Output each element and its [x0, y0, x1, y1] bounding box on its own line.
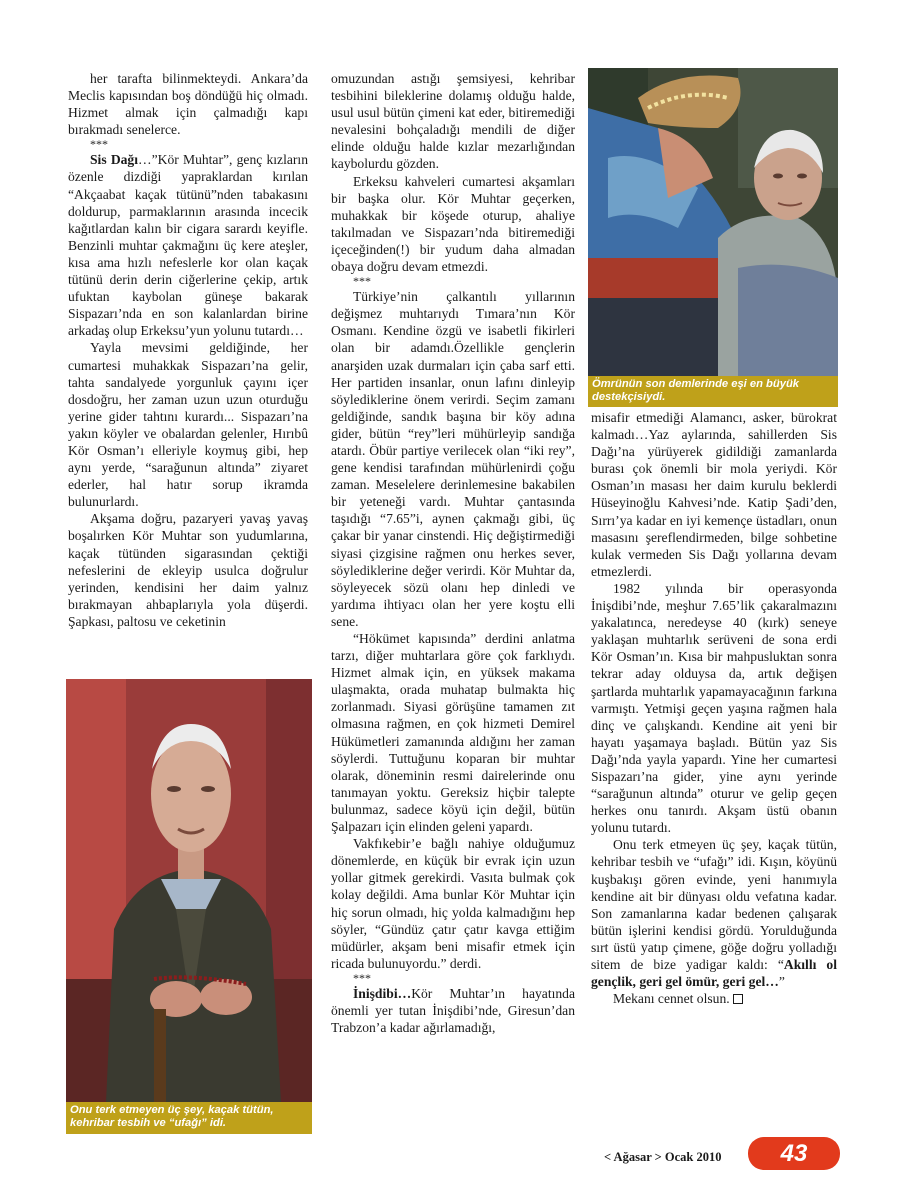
paragraph-text-after: ”: [778, 974, 785, 990]
paragraph-text: Türkiye’nin çalkantılı yıllarının değişmez muhtarıydı Tımara’nın Kör Osmanı. Kendine özgü ve isabetli fikirleri olan bir adamdı.Özellikle gençlerin anarşiden uzak durmaları için çaba sarf etti. Her partiden insanlar, onun lafını dinleyip söylediklerine önem verirdi. Seçim zamanı geldiğinde, sandık başına bir köy adına gider, bütün “rey”leri mühürleyip sandığa atardı. Öbür partiye verilecek olan “iki rey”, gene kendisi tarafından mühürlenirdi çoğu zaman. Meselelere derinlemesine bakabilen bir yeteneği vardı. Muhtar çantasında taşıdığı “7.65”i, aynen çakmağı gibi, üç çakar bir yanar cinstendi. Hiç değiştirmediği siyasi çizgisine rağmen onu herkes sever, söylediklerine değer verirdi. Kör Muhtar da, söyleyecek sözü olanı hep dinledi ve yardıma ihtiyacı olan her yere koştu elli sene.: [331, 289, 575, 629]
photo-caption-left: Onu terk etmeyen üç şey, kaçak tütün, kehribar tesbih ve “ufağı” idi.: [66, 1102, 312, 1134]
paragraph: [591, 409, 837, 580]
section-separator: [68, 138, 308, 151]
end-of-article-icon: [733, 994, 743, 1004]
paragraph: [591, 990, 837, 1007]
photo-old-man-with-prayer-beads: [66, 679, 312, 1102]
paragraph-text: Erkeksu kahveleri cumartesi akşamları bir başka olur. Kör Muhtar geçerken, muhakkak bir köşede oturup, ahaliye takılmadan ve Sispazarı’nda bitiremediği içeceğinden(!) bir yudum daha almadan obaya doğru devam etmezdi.: [331, 173, 575, 275]
paragraph-text: omuzundan astığı şemsiyesi, kehribar tesbihini bileklerine dolamış olduğu halde, usul usul bütün çimeni kat eder, bitiremediği nevalesini bohçaladığı mendili de diğer elinde olduğu halde kızlar mezarlığından kaybolurdu gözden.: [331, 71, 575, 172]
photo-old-man-with-wife: [588, 68, 838, 376]
paragraph-text: Vakfıkebir’e bağlı nahiye olduğumuz dönemlerde, en küçük bir evrak için uzun yollar gitmek gerekirdi. Vasıta bulmak çok kolay değildi. Ama bunlar Kör Muhtar için hiç sorun olmadı, hiç yolda kalmadığını hep söyler, “Gündüz çatır çatır kavga ettiğim müdürler, akşam beni misafir etmek için ricada bulunuyordu.” derdi.: [331, 836, 575, 971]
paragraph-text: misafir etmediği Alamancı, asker, bürokrat kalmadı…Yaz aylarında, sahillerden Sis Dağı’na yürüyerek gidildiği zamanlarda burası çok önemli bir mola yeriydi. Kör Osman’ın masası her daim kurulu beklerdi Hüseyinoğlu Kahvesi’nde. Katip Şadi’den, Sırrı’ya kadar en iyi kemençe üstadları, onun masasını şereflendirmeden, bilge sohbetine kulak vermeden Sis Dağı yollarına devam etmezlerdi.: [591, 410, 837, 579]
paragraph-text: ***: [353, 970, 371, 985]
paragraph: [68, 70, 308, 138]
photo-caption-right: Ömrünün son demlerinde eşi en büyük destekçisiydi.: [588, 376, 838, 407]
paragraph-text: Akşama doğru, pazaryeri yavaş yavaş boşalırken Kör Muhtar son yudumlarına, kaçak tütünden sigarasından çektiği nefeslerini de ekleyip usulca doğrulur yerinden, kendisini her daim yalnız bırakmayan ahbaplarıyla yola düşerdi. Şapkası, paltosu ve ceketinin: [68, 511, 308, 629]
bold-lead: Sis Dağı: [90, 152, 139, 168]
page-number-badge: 43: [748, 1137, 840, 1170]
article-column-3: [591, 409, 837, 1007]
paragraph: [331, 70, 575, 173]
paragraph: [331, 173, 575, 276]
paragraph-text: …”Kör Muhtar”, genç kızların özenle dizdiği yapraklardan kırılan “Akçaabat kaçak tütünü”nden tabakasını doldurup, parmaklarının arasında incecik kağıtlardan kalın bir cigara sarardı keyifle. Benzinli muhtar çakmağını üç kere ateşler, kısa ama hızlı nefeslerle kor olan kaçak tütünü derin derin ciğerlerine çekip, artık ufuktan kaybolan güneşe bakarak Sispazarı’nda en son kalanlardan birine arkadaş olup Erkeksu’yun yolunu tutardı…: [68, 152, 308, 339]
paragraph-text: “Hökümet kapısında” derdini anlatma tarzı, diğer muhtarlara göre çok farklıydı. Hizmet almak için, en yüksek makama ulaşmakta, orada muhatap bulmakta hiç zorlanmadı. Siyasi görüşüne tamamen zıt olmasına rağmen, en çok hizmeti Demirel Hükümetleri zamanında aldığını her zaman söylerdi. Tuttuğunu koparan bir muhtar olarak, döneminin resmi dairelerinde onu tanımayan yoktu. Gereksiz hiçbir talepte bulunmaz, sadece köyü için değil, bütün Şalpazarı için elinden geleni yapardı.: [331, 631, 575, 835]
paragraph-text: Onu terk etmeyen üç şey, kaçak tütün, kehribar tesbih ve “ufağı” idi. Kışın, köyünü kuşbakışı gören evinde, yeni hanımıyla kendine ait bir dünyası oldu vefatına kadar. Son zamanlarına kadar bedenen çalışarak bütün işlerini kendisi gördü. Yorulduğunda sırt üstü yatıp çimene, göğe doğru yolladığı sitem de bize yadigar kaldı: “: [591, 837, 837, 972]
paragraph: [331, 985, 575, 1036]
paragraph-text: Kör Muhtar’ın hayatında önemli yer tutan İnişdibi’nde, Giresun’dan Trabzon’a kadar ağırlamadığı,: [331, 985, 575, 1036]
issue-label: < Ağasar > Ocak 2010: [604, 1150, 722, 1164]
paragraph: [331, 630, 575, 835]
paragraph: [331, 835, 575, 972]
paragraph: [591, 580, 837, 836]
article-column-2: [331, 70, 575, 1036]
paragraph-text: Mekanı cennet olsun.: [613, 991, 730, 1007]
paragraph: [68, 151, 308, 339]
paragraph-text: 1982 yılında bir operasyonda İnişdibi’nde, meşhur 7.65’lik çakaralmazını yakalatınca, neredeyse 40 (kırk) seneye yaklaşan muhtarlık serüveni de sona erdi Kör Osman’ın. Kısa bir mahpusluktan sonra tekrar aday olduysa da, artık değişen şartlarda muhtarlık yapamayacağının farkına varmıştı. Yetmişi geçen yaşına rağmen hala dinç ve çalışkandı. Kendine ait yeni bir hayatı yaşamaya başladı. Bütün yaz Sis Dağı’nda yayla yapardı. Yine her cumartesi Sispazarı’na gider, yine aynı yerinde “sarağunun altında” oturur ve gelip geçen herkes onu tanırdı. Akşam üstü obanın yolunu tutardı.: [591, 580, 837, 836]
bold-lead: İnişdibi…: [353, 985, 412, 1001]
article-column-1: [68, 70, 308, 630]
paragraph-text: ***: [90, 137, 108, 152]
paragraph-text: her tarafta bilinmekteydi. Ankara’da Meclis kapısından boş döndüğü hiç olmadı. Hizmet almak için çalmadığı kapı bırakmadı senelerce.: [68, 71, 308, 138]
quote-bold: Akıllı ol gençlik, geri gel ömür, geri gel…: [591, 957, 837, 990]
paragraph: [68, 339, 308, 510]
section-separator: [331, 972, 575, 985]
section-separator: [331, 275, 575, 288]
paragraph-text: ***: [353, 274, 371, 289]
paragraph-text: Yayla mevsimi geldiğinde, her cumartesi muhakkak Sispazarı’na gelir, tahta sandalyede yorgunluk çayını içer dosdoğru, her zaman uzun uzun oturduğu yerine gider tahtını kurardı... Sispazarı’na yakın köyler ve obalardan gelenler, Hırıbû Kör Osman’ı elleriyle koymuş gibi, hep aynı yerde, “sarağunun altında” ziyaret ederler, hal hatır sorup ikramda bulunurlardı.: [68, 340, 308, 510]
paragraph: [68, 510, 308, 630]
paragraph: [591, 836, 837, 990]
paragraph: [331, 288, 575, 630]
